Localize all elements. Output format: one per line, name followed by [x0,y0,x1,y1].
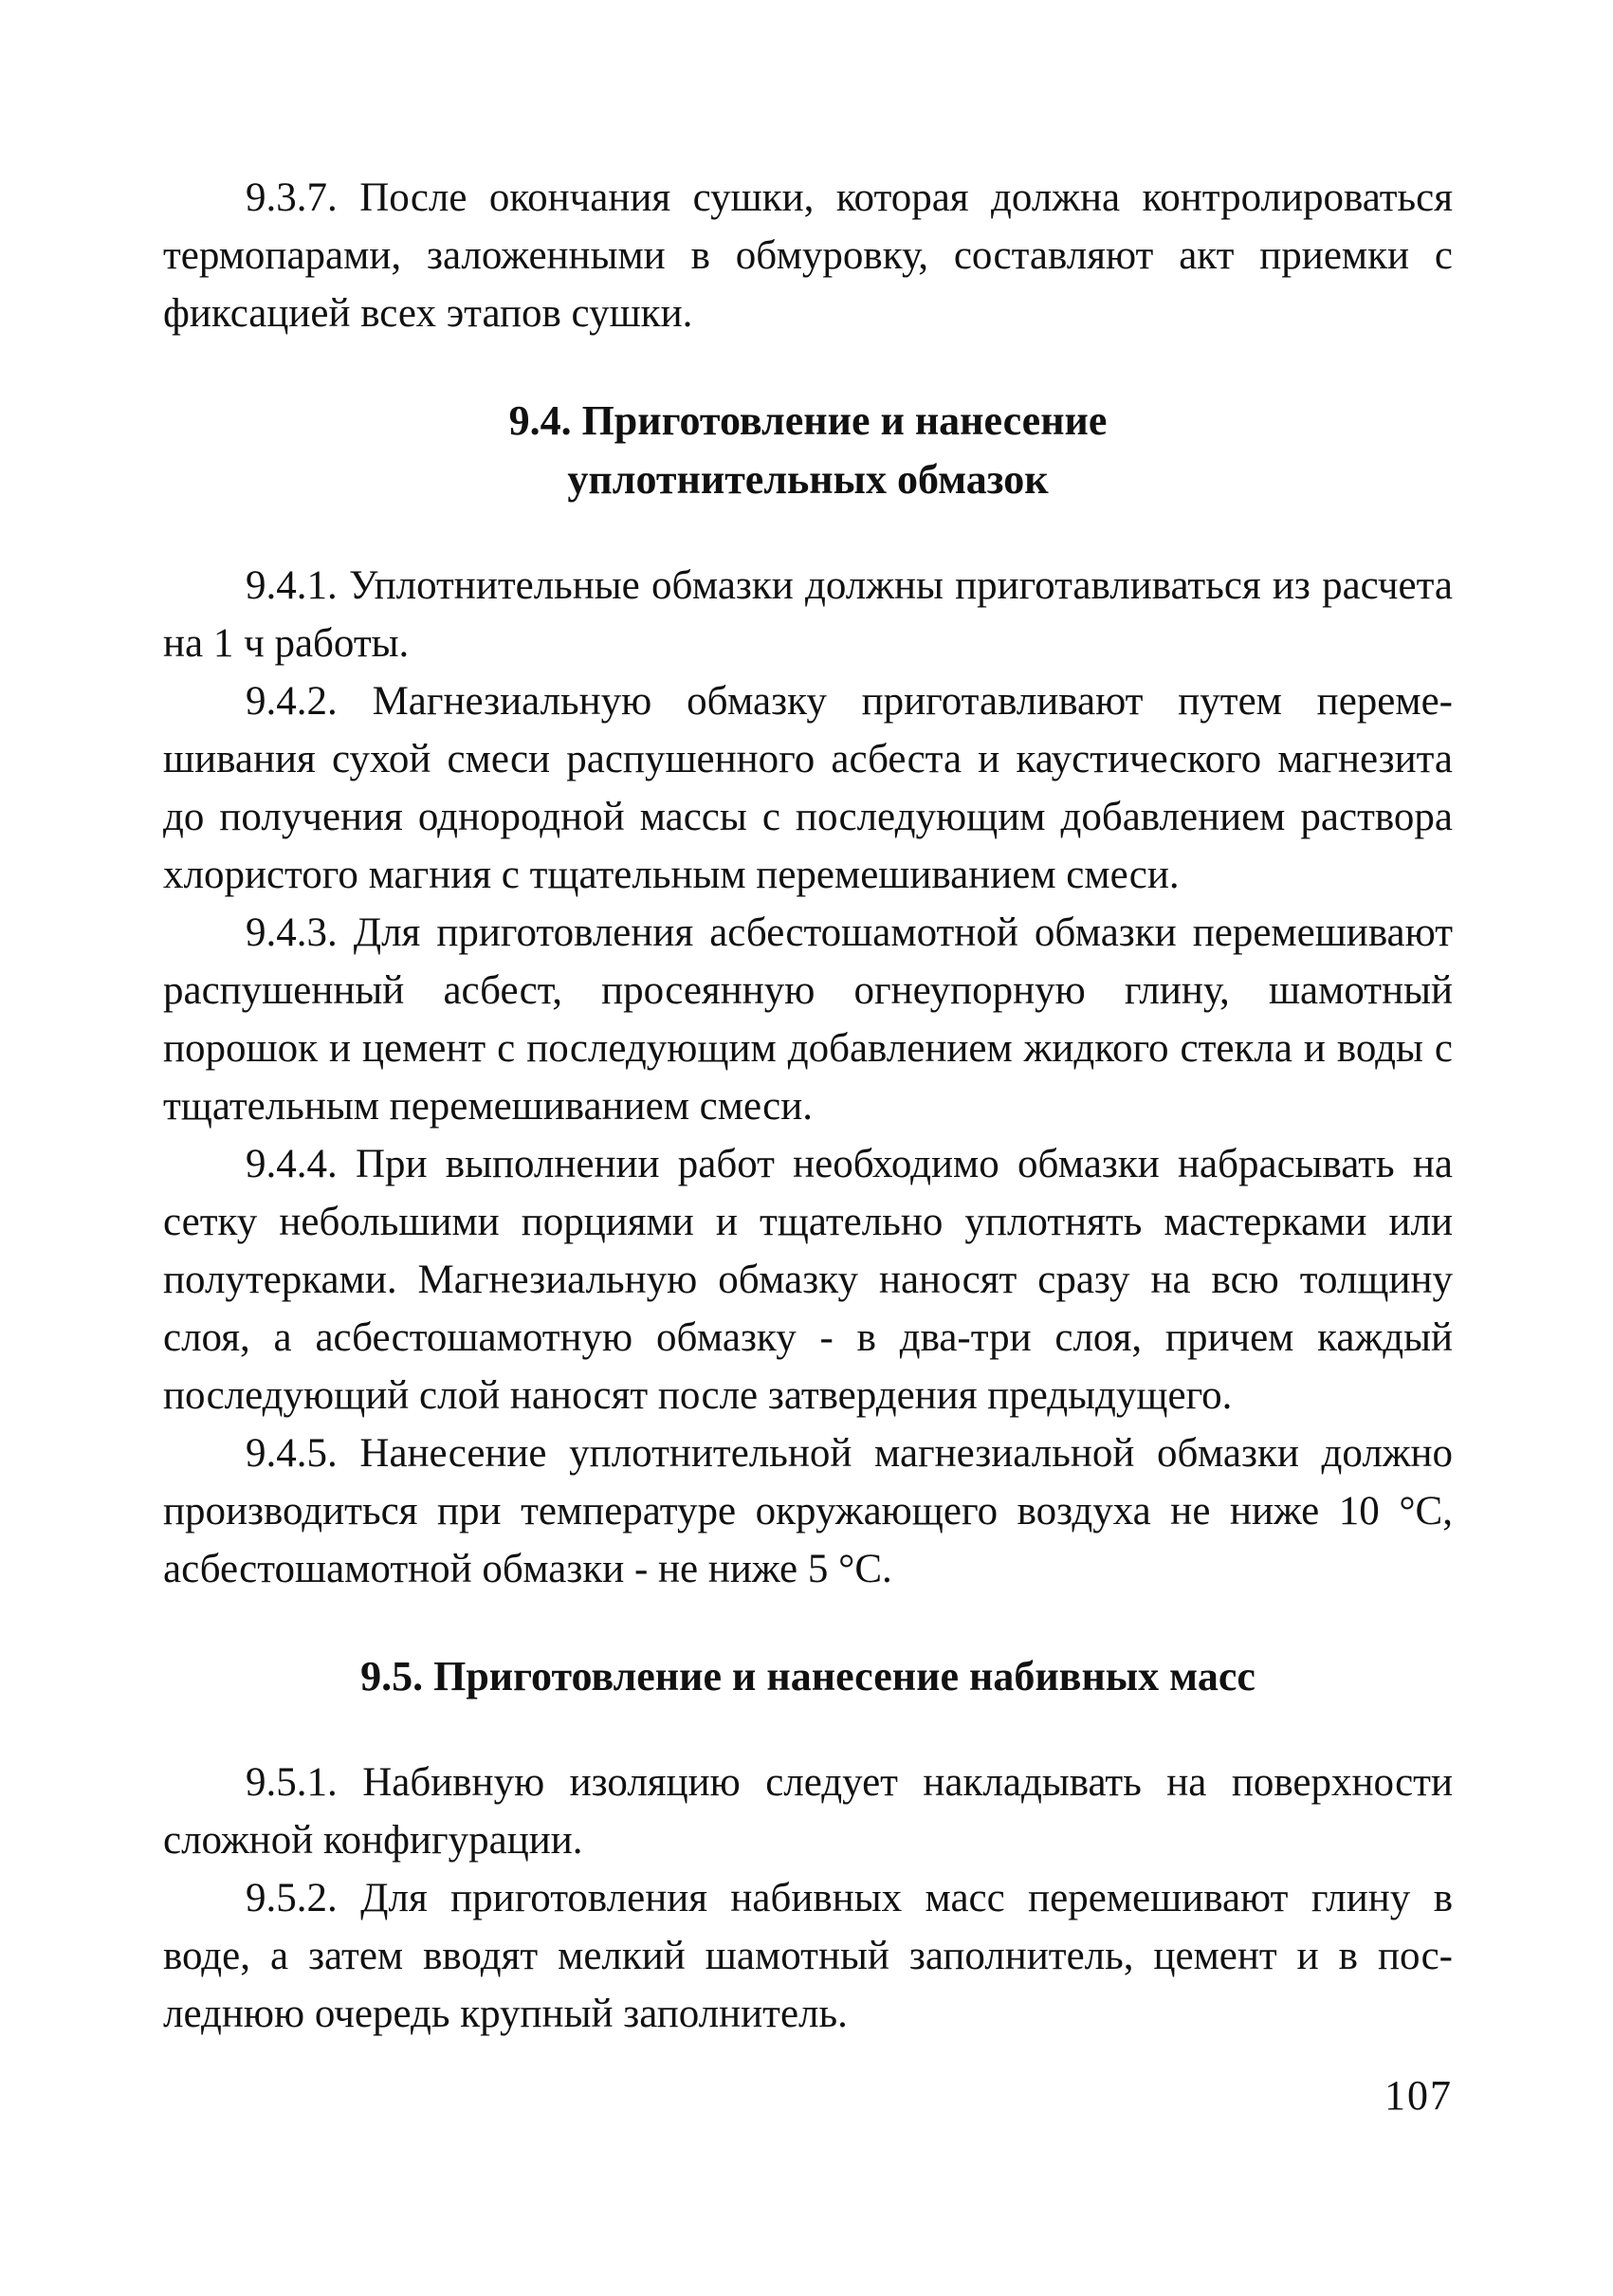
paragraph-9-5-1: 9.5.1. Набивную изоляцию следует накладывать на поверхности сложной конфигурации. [163,1760,1453,1863]
paragraph-9-4-3: 9.4.3. Для приготовления асбестошамотной обмазки перемешивают распушенный асбест, просеянную огнеупорную глину, шамотный порошок и цемент с последующим добавлением жидкого стекла и воды с тщательным перемешиванием смеси. [163,910,1453,1129]
spacer [163,1598,1453,1647]
page-number: 107 [1384,2072,1453,2119]
spacer [163,342,1453,392]
section-heading-9-5: 9.5. Приготовление и нанесение набивных масс [360,1653,1256,1699]
paragraph-9-5-2: 9.5.2. Для приготовления набивных масс перемешивают глину в воде, а затем вводят мелкий шамотный заполнитель, цемент и в последнюю очередь крупный заполнитель. [163,1876,1453,2036]
spacer [163,509,1453,557]
paragraph-9-4-2: 9.4.2. Магнезиальную обмазку приготавливают путем перемешивания сухой смеси распушенного асбеста и каустического магнезита до получения однородной массы с последующим добавлением раствора хлористого магния с тщательным перемешиванием смеси. [163,679,1453,897]
section-heading-9-4-line2: уплотнительных обмазок [567,456,1049,503]
section-heading-9-4 [163,392,1453,509]
section-heading-9-4-line1: 9.4. Приготовление и нанесение [508,397,1108,444]
paragraph-9-4-5: 9.4.5. Нанесение уплотнительной магнезиальной обмазки должно производиться при температуре окружающего воздуха не ниже 10 °С, асбестошамотной обмазки - не ниже 5 °С. [163,1431,1453,1591]
page-body [163,169,1453,2043]
spacer [163,1706,1453,1754]
paragraph-9-3-7: 9.3.7. После окончания сушки, которая должна контролироваться термопарами, заложенными в обмуровку, составляют акт приемки с фиксацией всех этапов сушки. [163,175,1453,336]
paragraph-9-4-1: 9.4.1. Уплотнительные обмазки должны приготавливаться из расчета на 1 ч работы. [163,563,1453,666]
paragraph-9-4-4: 9.4.4. При выполнении работ необходимо обмазки набрасывать на сетку небольшими порциями и тщательно уплотнять мастерками или полутерками. Магнезиальную обмазку наносят сразу на всю толщину слоя, а асбестошамотную обмазку - в два-три слоя, причем каждый последующий слой наносят после затвердения предыдущего. [163,1142,1453,1418]
